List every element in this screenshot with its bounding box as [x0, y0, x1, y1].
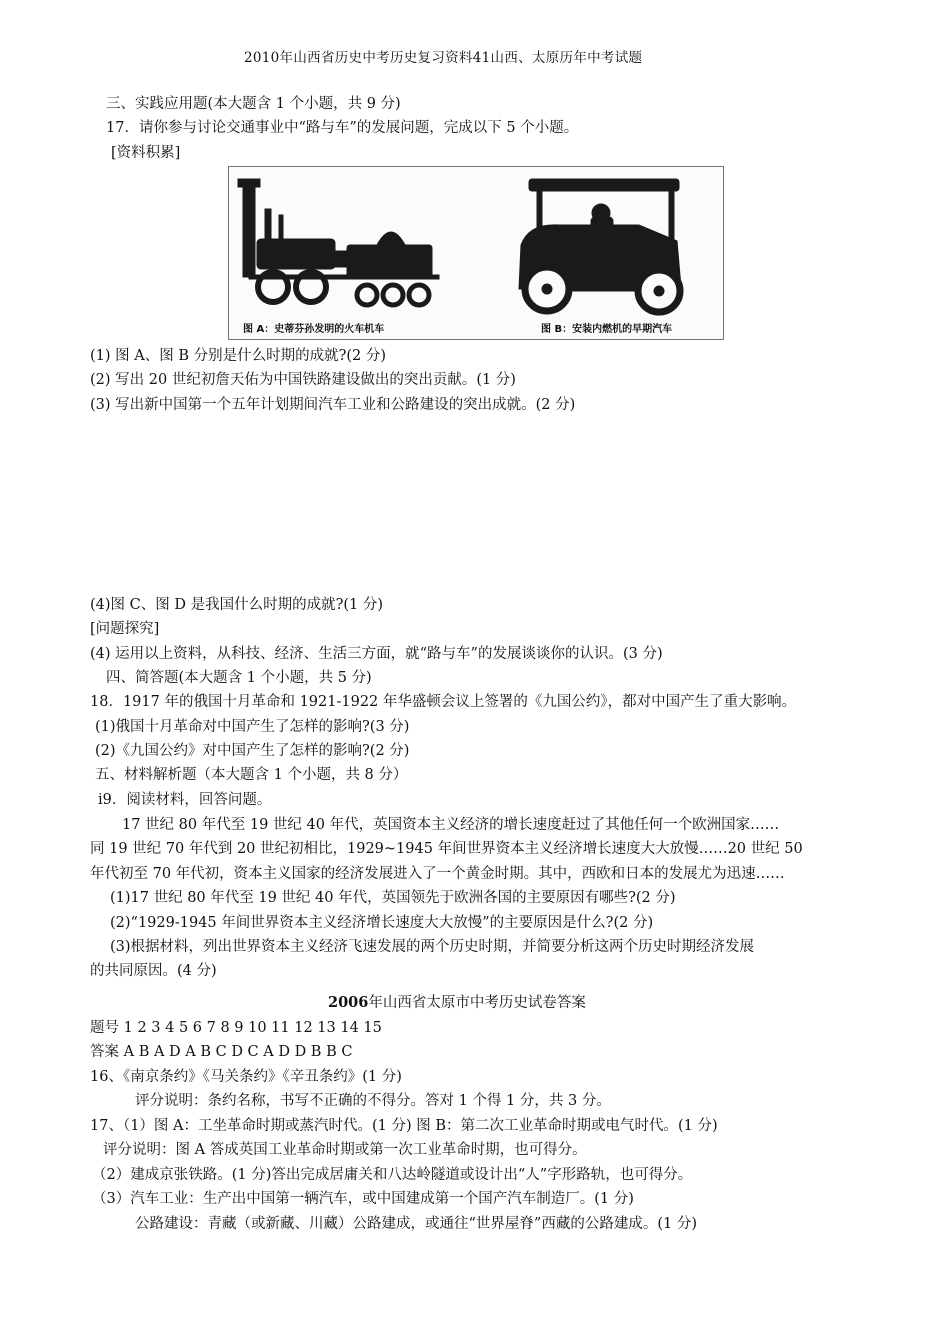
answer-17-1-scoring: 评分说明：图 A 答成英国工业革命时期或第一次工业革命时期，也可得分。 [103, 1142, 587, 1158]
question-18-stem: 18．1917 年的俄国十月革命和 1921-1922 年华盛顿会议上签署的《九国公约》，都对中国产生了重大影响。 [90, 694, 797, 710]
question-17-4b: (4) 运用以上资料，从科技、经济、生活三方面，就“路与车”的发展谈谈你的认识。(3 分) [90, 646, 663, 662]
figure-a-caption: 图 A：史蒂芬孙发明的火车机车 [243, 324, 385, 335]
figure-illustration [229, 167, 723, 339]
page-header: 2010年山西省历史中考历史复习资料41山西、太原历年中考试题 [244, 50, 643, 66]
question-19-3: (3)根据材料，列出世界资本主义经济飞速发展的两个历史时期，并简要分析这两个历史时期经济发展 [110, 939, 755, 955]
section-heading-short-answer: 四、简答题(本大题含 1 个小题，共 5 分) [106, 670, 372, 686]
answer-17-1: 17、（1）图 A：工坐革命时期或蒸汽时代。(1 分) 图 B：第二次工业革命时期或电气时代。(1 分) [90, 1118, 718, 1134]
answer-17-3-road: 公路建设：青藏（或新藏、川藏）公路建成，或通往“世界屋脊”西藏的公路建成。(1 分) [135, 1216, 697, 1232]
answer-17-2: （2）建成京张铁路。(1 分)答出完成居庸关和八达岭隧道或设计出“人”字形路轨，也可得分。 [92, 1167, 693, 1183]
question-19-3-cont: 的共同原因。(4 分) [90, 963, 217, 979]
question-18-2: (2)《九国公约》对中国产生了怎样的影响?(2 分) [95, 743, 410, 759]
question-19-stem: i9．阅读材料，回答问题。 [98, 792, 272, 808]
answer-title [328, 994, 586, 1012]
section-heading-practice: 三、实践应用题(本大题含 1 个小题，共 9 分) [106, 96, 401, 112]
question-18-1: (1)俄国十月革命对中国产生了怎样的影响?(3 分) [95, 719, 410, 735]
section-heading-material: 五、材料解析题（本大题含 1 个小题，共 8 分） [95, 767, 408, 783]
answer-title-rest: 年山西省太原市中考历史试卷答案 [368, 995, 586, 1011]
inquiry-label: [问题探究] [90, 621, 160, 637]
answer-17-3-auto: （3）汽车工业：生产出中国第一辆汽车，或中国建成第一个国产汽车制造厂。(1 分) [92, 1191, 634, 1207]
figure-b-caption: 图 B：安装内燃机的早期汽车 [541, 324, 673, 335]
answer-question-numbers: 题号 1 2 3 4 5 6 7 8 9 10 11 12 13 14 15 [90, 1020, 382, 1036]
question-17-2: (2) 写出 20 世纪初詹天佑为中国铁路建设做出的突出贡献。(1 分) [90, 372, 516, 388]
figure-train-and-car [228, 166, 724, 340]
question-19-2: (2)“1929-1945 年间世界资本主义经济增长速度大大放慢”的主要原因是什么?(2 分) [110, 915, 654, 931]
car-illustration [519, 179, 681, 312]
material-paragraph-line-3: 年代初至 70 年代初，资本主义国家的经济发展进入了一个黄金时期。其中，西欧和日本的发展尤为迅速…… [90, 866, 785, 882]
question-17-3: (3) 写出新中国第一个五年计划期间汽车工业和公路建设的突出成就。(2 分) [90, 397, 576, 413]
question-17-1: (1) 图 A、图 B 分别是什么时期的成就?(2 分) [90, 348, 387, 364]
question-19-1: (1)17 世纪 80 年代至 19 世纪 40 年代，英国领先于欧洲各国的主要原因有哪些?(2 分) [110, 890, 676, 906]
answer-title-year: 2006 [328, 994, 369, 1011]
question-17-stem: 17．请你参与讨论交通事业中“路与车”的发展问题，完成以下 5 个小题。 [106, 120, 579, 136]
answer-16-scoring: 评分说明：条约名称，书写不正确的不得分。答对 1 个得 1 分，共 3 分。 [135, 1093, 611, 1109]
material-paragraph-line-1: 17 世纪 80 年代至 19 世纪 40 年代，英国资本主义经济的增长速度赶过了其他任何一个欧洲国家…… [122, 817, 780, 833]
locomotive-illustration [238, 179, 439, 305]
question-17-4a: (4)图 C、图 D 是我国什么时期的成就?(1 分) [90, 597, 384, 613]
answer-choices: 答案 A B A D A B C D C A D D B B C [90, 1044, 353, 1060]
answer-16: 16、《南京条约》《马关条约》《辛丑条约》(1 分) [90, 1069, 402, 1085]
material-paragraph-line-2: 同 19 世纪 70 年代到 20 世纪初相比，1929~1945 年间世界资本主义经济增长速度大大放慢……20 世纪 50 [90, 841, 803, 857]
material-label: [资料积累] [111, 145, 181, 161]
